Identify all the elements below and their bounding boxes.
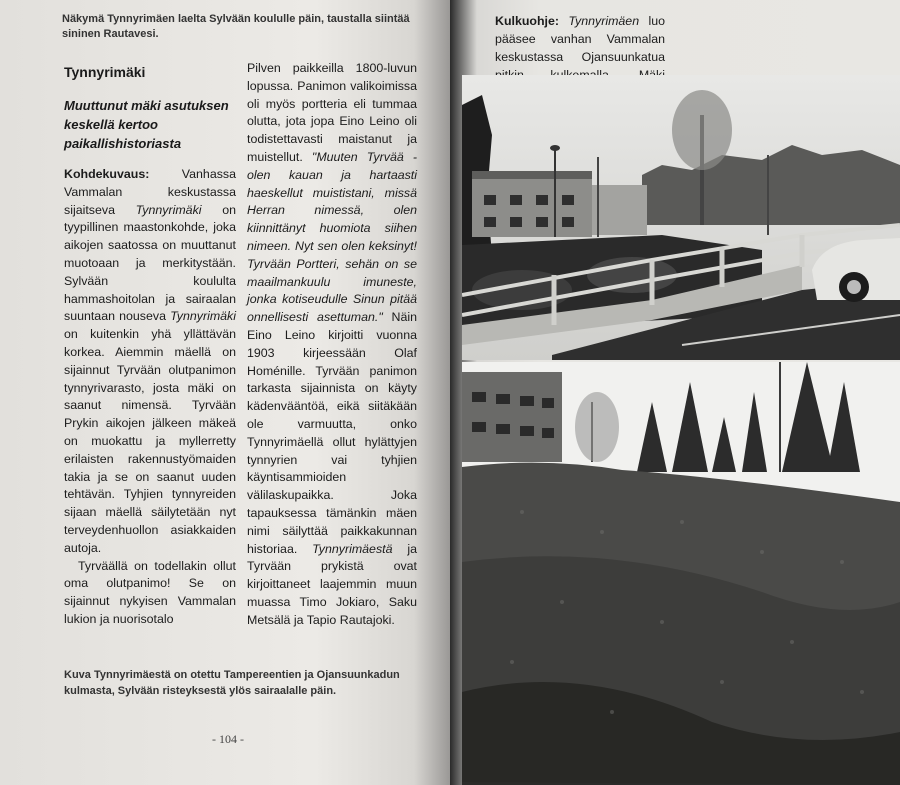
directions-lead: Kulkuohje: xyxy=(495,14,560,28)
section-heading: Tynnyrimäki xyxy=(64,64,146,80)
place-name: Tynnyrimäestä xyxy=(312,541,393,556)
place-name: Tynnyrimäen xyxy=(568,14,640,28)
description-paragraph xyxy=(64,166,236,558)
brewery-paragraph: Tyrväällä on todellakin ollut oma olutpanimo! Se on sijainnut nykyisen Vammalan lukion ja nuorisotalo xyxy=(64,558,236,626)
description-text: on kuitenkin yhä yllättävän korkea. Aiemmin mäellä on sijainnut Tyrvään olutpanimon tynnyrivarasto, josta mäki on saanut nimensä. Tyrvään Prykin aikojen jälkeen mäkeä on muokattu ja myllerretty erilaisten rakennustyömaiden takia ja se on saanut uuden tehtävän. Tyhjien tynnyreiden sijaan mäellä säilytetään nyt terveydenhuollon asiakkaiden autoja. xyxy=(64,327,236,555)
description-text: on tyypillinen maastonkohde, joka aikojen saatossa on muuttanut muotoaan ja merkitystään. Sylvään koululta hammashoitolan ja sairaalan suuntaan nouseva xyxy=(64,202,236,324)
description-text: Vanhassa Vammalan keskustassa sijaitseva xyxy=(64,167,236,217)
history-paragraph xyxy=(247,60,417,630)
history-text: Pilven paikkeilla 1800-luvun lopussa. Panimon valikoimissa oli myös portteria eli tummaa olutta, jota jopa Eino Leino oli todistettavasti maistanut ja muistellut. xyxy=(247,61,417,164)
page-number: - 104 - xyxy=(212,732,244,746)
section-subheading: Muuttunut mäki asutuksen keskellä kertoo paikallishistoriasta xyxy=(64,98,229,151)
bottom-photo-caption: Kuva Tynnyrimäestä on otettu Tampereentien ja Ojansuunkadun kulmasta, Sylvään risteyksestä ylös sairaalalle päin. xyxy=(64,669,400,697)
directions-body: luo pääsee vanhan Vammalan keskustassa Ojansuunkatua xyxy=(495,14,665,64)
parking-lot-photo xyxy=(462,75,900,360)
text-column-left xyxy=(64,166,236,629)
history-text: Näin Eino Leino kirjoitti vuonna 1903 kirjeessään Olaf Homénille. Tyrvään panimon tarkasta sijainnista on käyty kädenvääntöä, eikä siitäkään ole varmuutta, onko Tynnyrimäellä ollut hylättyjen tynnyrien vai tyhjien käyntisammioiden välilaskupaikka. Joka tapauksessa tämänkin mäen nimi säilyttää paikkakunnan historiaa. xyxy=(247,310,417,556)
text-column-right xyxy=(247,60,417,630)
top-photo-caption: Näkymä Tynnyrimäen laelta Sylvään koululle päin, taustalla siintää sininen Rautavesi. xyxy=(62,13,410,40)
history-text: ja Tyrvään prykistä ovat kirjoittaneet laajemmin muun muassa Timo Jokiaro, Saku Metsälä ja Tapio Rautajoki. xyxy=(247,541,417,627)
description-lead: Kohdekuvaus: xyxy=(64,167,150,181)
leino-quote: "Muuten Tyrvää - olen kauan ja hartaasti haeskellut muististani, missä Herran nimessä, olen kiinnittänyt huomiota siihen nimeen. Nyt sen olen keksinyt! Tyrvään Portteri, sehän on se maailmankuulu imuneste, jonka kotiseudulle Sinun pitää onnellisesti asettuman." xyxy=(247,149,418,325)
place-name: Tynnyrimäki xyxy=(170,309,236,324)
watermark xyxy=(400,300,418,530)
grassy-hill-photo xyxy=(462,362,900,785)
place-name: Tynnyrimäki xyxy=(135,202,202,217)
